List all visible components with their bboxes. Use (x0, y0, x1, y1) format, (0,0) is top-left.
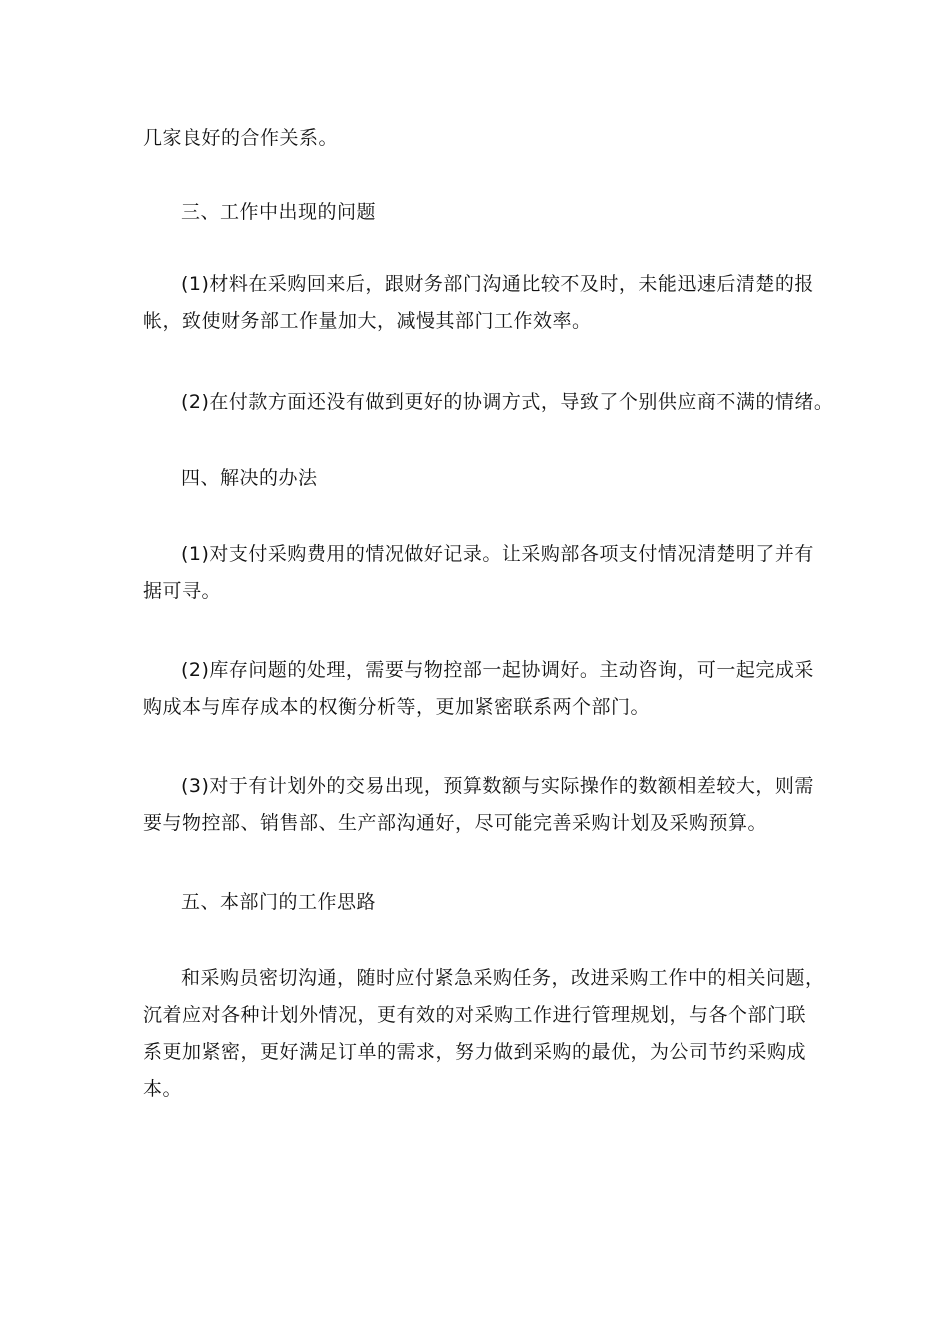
paragraph-solution-2 (143, 652, 813, 726)
text-line: 购成本与库存成本的权衡分析等，更加紧密联系两个部门。 (143, 696, 651, 718)
section-heading-solutions (143, 460, 813, 497)
text-line: (2)库存问题的处理，需要与物控部一起协调好。主动咨询，可一起完成采 (181, 659, 814, 681)
text-line: 帐，致使财务部工作量加大，减慢其部门工作效率。 (143, 310, 592, 332)
heading-text: 四、解决的办法 (181, 467, 318, 489)
text-line: (1)对支付采购费用的情况做好记录。让采购部各项支付情况清楚明了并有 (181, 543, 814, 565)
text-line: 和采购员密切沟通，随时应付紧急采购任务，改进采购工作中的相关问题， (181, 967, 825, 989)
text-line: (1)材料在采购回来后，跟财务部门沟通比较不及时，未能迅速后清楚的报 (181, 273, 814, 295)
text-line: 系更加紧密，更好满足订单的需求，努力做到采购的最优，为公司节约采购成 (143, 1041, 807, 1063)
heading-text: 五、本部门的工作思路 (181, 891, 377, 913)
text-line: 沉着应对各种计划外情况，更有效的对采购工作进行管理规划，与各个部门联 (143, 1004, 807, 1026)
heading-text: 三、工作中出现的问题 (181, 201, 377, 223)
text-line: (3)对于有计划外的交易出现，预算数额与实际操作的数额相差较大，则需 (181, 775, 814, 797)
paragraph-solution-3 (143, 768, 813, 842)
paragraph-problem-2 (143, 384, 834, 421)
text-line: 要与物控部、销售部、生产部沟通好，尽可能完善采购计划及采购预算。 (143, 812, 768, 834)
section-heading-work-ideas (143, 884, 813, 921)
text-line: (2)在付款方面还没有做到更好的协调方式，导致了个别供应商不满的情绪。 (181, 391, 834, 413)
text-line: 本。 (143, 1078, 183, 1100)
text-line: 据可寻。 (143, 580, 222, 602)
text-line: 几家良好的合作关系。 (143, 127, 339, 149)
paragraph-problem-1 (143, 266, 813, 340)
section-heading-problems (143, 194, 813, 231)
paragraph-solution-1 (143, 536, 813, 610)
paragraph-work-ideas (143, 960, 825, 1108)
paragraph-continuation (143, 120, 813, 157)
